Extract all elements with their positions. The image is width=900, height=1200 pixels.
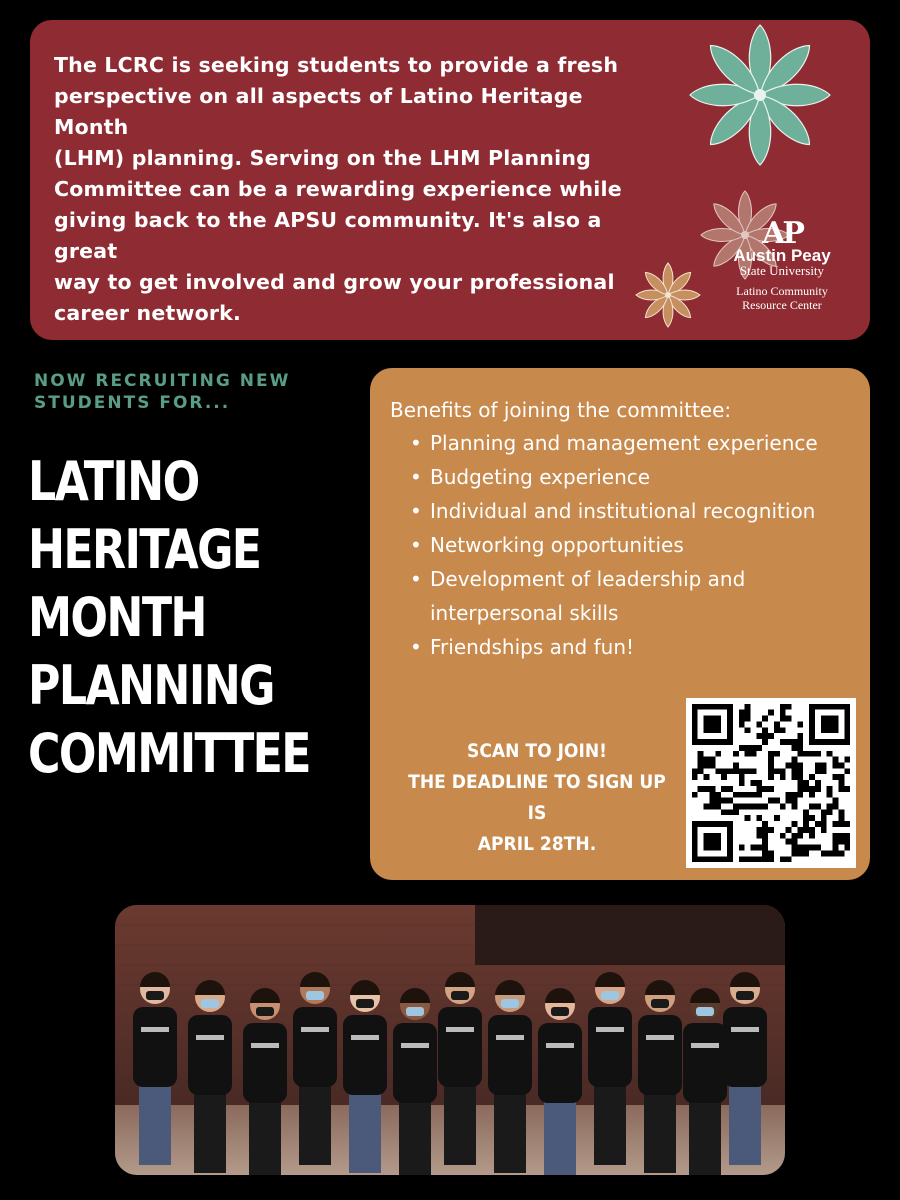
benefit-item: • Planning and management experience xyxy=(410,426,830,460)
benefit-item: • Networking opportunities xyxy=(410,528,830,562)
intro-line: perspective on all aspects of Latino Heritage Month xyxy=(54,84,583,139)
title-line: PLANNING xyxy=(28,654,274,717)
group-photo-illustration xyxy=(115,905,785,1175)
benefits-heading: Benefits of joining the committee: xyxy=(390,398,732,422)
benefit-item: • Friendships and fun! xyxy=(410,630,830,664)
scan-line: APRIL 28TH. xyxy=(477,833,597,855)
apsu-department-line: Resource Center xyxy=(742,298,822,312)
scan-instructions xyxy=(407,736,668,860)
group-photo xyxy=(115,905,785,1175)
recruiting-line: STUDENTS FOR... xyxy=(34,393,231,413)
intro-line: career network. xyxy=(54,301,241,325)
apsu-logo xyxy=(722,216,842,312)
benefit-item: • Budgeting experience xyxy=(410,460,830,494)
teal-poinsettia-icon xyxy=(690,25,830,165)
committee-title xyxy=(28,448,310,788)
title-line: HERITAGE xyxy=(28,518,261,581)
intro-text xyxy=(54,50,634,329)
benefits-card xyxy=(370,368,870,880)
benefit-item: • Individual and institutional recognition xyxy=(410,494,830,528)
intro-line: The LCRC is seeking students to provide a fresh xyxy=(54,53,619,77)
tan-poinsettia-icon xyxy=(636,263,700,327)
qr-code-icon[interactable] xyxy=(686,698,856,868)
apsu-name: Austin Peay xyxy=(733,246,831,265)
scan-line: THE DEADLINE TO SIGN UP IS xyxy=(408,771,666,824)
title-line: LATINO xyxy=(28,450,199,513)
apsu-department xyxy=(722,284,842,312)
intro-line: Committee can be a rewarding experience while xyxy=(54,177,622,201)
title-line: COMMITTEE xyxy=(28,722,310,785)
intro-line: way to get involved and grow your professional xyxy=(54,270,615,294)
recruiting-subtitle xyxy=(34,370,354,414)
title-line: MONTH xyxy=(28,586,206,649)
apsu-department-line: Latino Community xyxy=(736,284,828,298)
recruiting-line: NOW RECRUITING NEW xyxy=(34,371,291,391)
scan-line: SCAN TO JOIN! xyxy=(467,740,607,762)
benefits-list xyxy=(410,426,830,664)
apsu-subtitle: State University xyxy=(739,263,825,278)
intro-line: (LHM) planning. Serving on the LHM Planning xyxy=(54,146,591,170)
benefit-item: • Development of leadership and interpersonal skills xyxy=(410,562,830,630)
apsu-monogram: AP xyxy=(762,216,802,251)
intro-line: giving back to the APSU community. It's also a great xyxy=(54,208,602,263)
